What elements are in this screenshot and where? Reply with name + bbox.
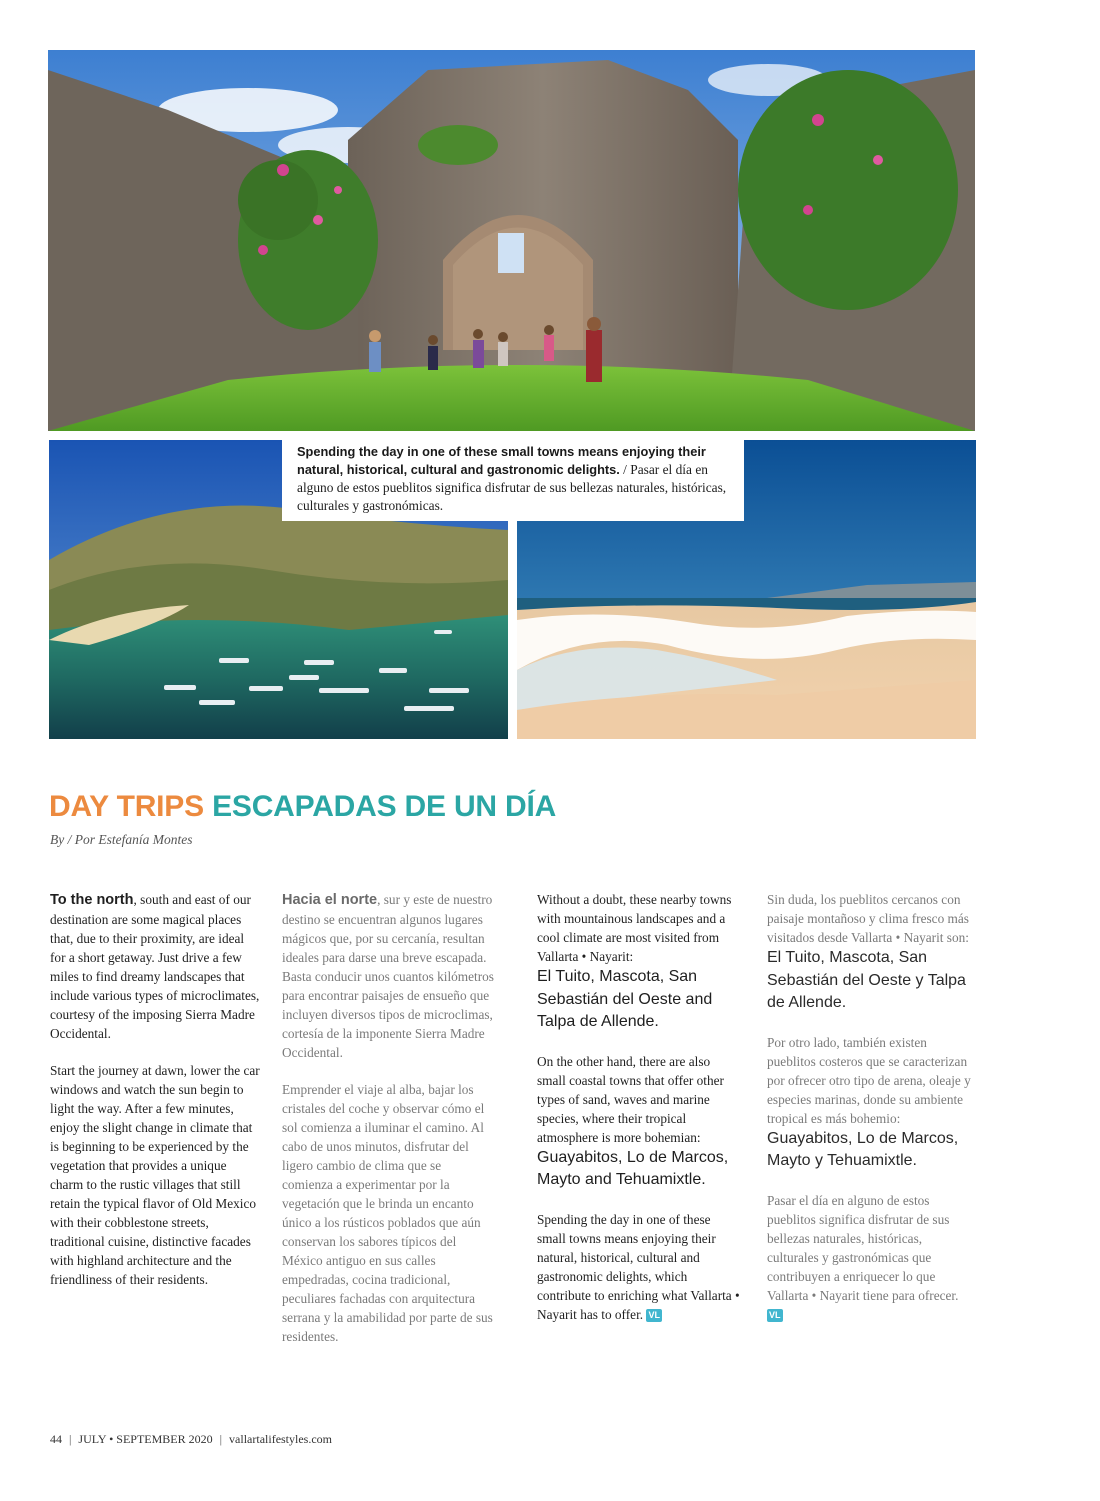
paragraph-text: , sur y este de nuestro destino se encuentran algunos lugares mágicos que, por su cercanía, resultan ideales para darse una breve escapada. Basta conducir unos cuantos kilómetros para encontrar paisajes de ensueño que incluyen diversos tipos de microclimas, cortesía de la imponente Sierra Madre Occidental. bbox=[282, 892, 494, 1060]
paragraph bbox=[50, 890, 260, 1043]
paragraph: Emprender el viaje al alba, bajar los cristales del coche y observar cómo el sol comienza a iluminar el camino. Al cabo de unos minutos, disfrutar del ligero cambio de clima que se comienza a experimentar por la vegetación que le brinda un encanto único a los rústicos poblados que aún conservan los sabores típicos del México antiguo en sus calles empedradas, cocina tradicional, peculiares fachadas con arquitectura serrana y la amabilidad por parte de sus residentes. bbox=[282, 1082, 493, 1344]
issue-date: JULY • SEPTEMBER 2020 bbox=[78, 1432, 213, 1446]
paragraph: Start the journey at dawn, lower the car windows and watch the sun begin to light the way. After a few minutes, enjoy the slight change in climate that is beginning to be experienced by the vegetation that provides a unique charm to the rustic villages that still retain the typical flavor of Old Mexico with their cobblestone streets, traditional cuisine, distinctive facades with highland architecture and the friendliness of their residents. bbox=[50, 1063, 260, 1287]
footer-separator: | bbox=[219, 1432, 223, 1446]
page-number: 44 bbox=[50, 1432, 62, 1446]
paragraph: Por otro lado, también existen pueblitos costeros que se caracterizan por ofrecer otro tipo de arena, oleaje y especies marinas, donde su ambiente tropical es más bohemio: bbox=[767, 1034, 971, 1126]
paragraph: Without a doubt, these nearby towns with mountainous landscapes and a cool climate are most visited from Vallarta • Nayarit: bbox=[537, 892, 732, 964]
end-mark-logo: VL bbox=[769, 1309, 781, 1320]
page-footer bbox=[50, 1432, 332, 1447]
caption-text bbox=[297, 443, 730, 515]
footer-separator: | bbox=[69, 1432, 72, 1446]
photo-ruins bbox=[48, 50, 975, 431]
website-link[interactable]: vallartalifestyles.com bbox=[229, 1432, 333, 1446]
mountain-towns-list: El Tuito, Mascota, San Sebastián del Oeste y Talpa de Allende. bbox=[767, 949, 966, 1011]
coastal-towns-list: Guayabitos, Lo de Marcos, Mayto and Tehuamixtle. bbox=[537, 1148, 729, 1188]
paragraph: Sin duda, los pueblitos cercanos con paisaje montañoso y clima fresco más visitados desde Vallarta • Nayarit son: bbox=[767, 892, 969, 945]
photo-caption bbox=[282, 436, 744, 521]
column-english-2 bbox=[537, 890, 742, 1342]
byline: By / Por Estefanía Montes bbox=[50, 832, 193, 847]
article-headline bbox=[49, 790, 556, 824]
lead-in: To the north bbox=[50, 892, 134, 908]
headline-spanish: ESCAPADAS DE UN DÍA bbox=[212, 790, 557, 823]
column-spanish-1 bbox=[282, 890, 494, 1364]
paragraph: On the other hand, there are also small coastal towns that offer other types of sand, waves and marine species, where their tropical atmosphere is more bohemian: bbox=[537, 1053, 724, 1145]
coastal-towns-list: Guayabitos, Lo de Marcos, Mayto y Tehuamixtle. bbox=[767, 1129, 959, 1169]
caption-english: Spending the day in one of these small towns means enjoying their natural, historical, cultural and gastronomic delights. bbox=[297, 444, 706, 477]
paragraph bbox=[767, 1191, 977, 1324]
column-english-1 bbox=[50, 890, 260, 1307]
paragraph bbox=[282, 890, 494, 1062]
column-spanish-2 bbox=[767, 890, 977, 1342]
paragraph-text: , south and east of our destination are some magical places that, due to their proximity, are ideal for a short getaway. Just drive a few miles to find dreamy landscapes that include various types of microclimates, courtesy of the imposing Sierra Madre Occidental. bbox=[50, 892, 260, 1041]
caption-spanish: Pasar el día en alguno de estos pueblitos significa disfrutar de sus bellezas naturales, históricas, culturales y gastronómicas. bbox=[297, 462, 727, 513]
paragraph bbox=[537, 1210, 742, 1324]
mountain-towns-list: El Tuito, Mascota, San Sebastián del Oeste and Talpa de Allende. bbox=[537, 968, 713, 1030]
end-mark-logo: VL bbox=[648, 1309, 660, 1320]
caption-separator: / bbox=[619, 462, 631, 477]
headline-english: DAY TRIPS bbox=[49, 790, 204, 823]
paragraph-text: Spending the day in one of these small towns means enjoying their natural, historical, cultural and gastronomic delights, which contribute to enriching what Vallarta • Nayarit has to offer. bbox=[537, 1211, 740, 1322]
lead-in: Hacia el norte bbox=[282, 892, 378, 908]
paragraph-text: Pasar el día en alguno de estos pueblitos significa disfrutar de sus bellezas naturales, históricas, culturales y gastronómicas que contribuyen a enriquecer lo que Vallarta • Nayarit tiene para ofrecer. bbox=[767, 1192, 959, 1303]
